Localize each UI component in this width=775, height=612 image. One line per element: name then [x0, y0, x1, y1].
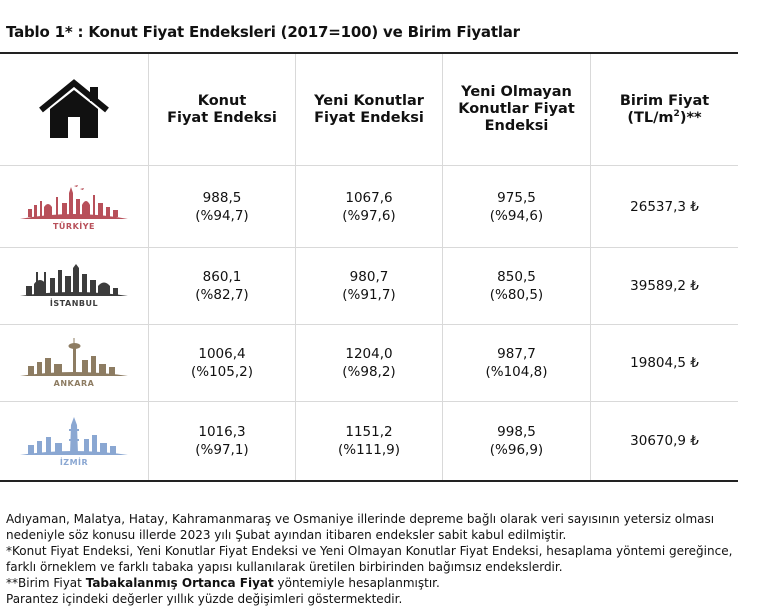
- header-konut-line1: Konut: [197, 92, 247, 109]
- birim-value: 30670,9 ₺: [630, 433, 699, 449]
- header-birim-unit: (TL/m: [627, 109, 674, 126]
- cell-yeni-istanbul: [296, 248, 442, 324]
- cell-birim-izmir: [591, 402, 738, 480]
- konut-value: 1006,4: [198, 346, 246, 362]
- yeni-olmayan-value: 975,5: [497, 189, 536, 206]
- footnote-earthquake: Adıyaman, Malatya, Hatay, Kahramanmaraş ve Osmaniye illerinde depreme bağlı olarak veri sayısının yetersiz olması nedeniyle söz konusu illerde 2023 yılı Şubat ayından itibaren endeksler sabit kabul edilmiştir.: [6, 512, 715, 542]
- cell-yeni-olmayan-istanbul: [443, 248, 590, 324]
- yeni-olmayan-value: 850,5: [497, 269, 536, 285]
- footnotes: [6, 511, 766, 607]
- konut-value: 860,1: [202, 269, 242, 285]
- city-logo-istanbul: [0, 248, 148, 324]
- yeni-change: (%97,6): [342, 207, 396, 224]
- cell-yeni-ankara: [296, 325, 442, 401]
- table-title: Tablo 1* : Konut Fiyat Endeksleri (2017=100) ve Birim Fiyatlar: [6, 23, 520, 41]
- cell-yeni-izmir: [296, 402, 442, 480]
- city-name-ankara: ANKARA: [53, 379, 95, 388]
- city-logo-turkiye: [0, 166, 148, 247]
- yeni-change: (%98,2): [342, 364, 396, 380]
- yeni-value: 1204,0: [345, 346, 393, 362]
- ankara-skyline-icon: [18, 338, 130, 378]
- footnote-unit-price-post: yöntemiyle hesaplanmıştır.: [273, 576, 440, 590]
- header-birim-line1: Birim Fiyat: [619, 92, 710, 109]
- cell-konut-ankara: [149, 325, 295, 401]
- cell-yeni-olmayan-ankara: [443, 325, 590, 401]
- city-logo-izmir: [0, 402, 148, 480]
- yeni-olmayan-change: (%104,8): [485, 364, 548, 380]
- cell-birim-ankara: [591, 325, 738, 401]
- cell-birim-istanbul: [591, 248, 738, 324]
- yeni-change: (%91,7): [342, 287, 396, 303]
- konut-change: (%94,7): [195, 207, 249, 224]
- yeni-olmayan-value: 987,7: [497, 346, 536, 362]
- header-konut-line2: Fiyat Endeksi: [167, 109, 277, 126]
- header-yeni-olmayan-line1: Yeni Olmayan: [461, 84, 572, 100]
- birim-value: 39589,2 ₺: [630, 278, 699, 294]
- header-yeni: [296, 54, 442, 165]
- house-icon: [37, 79, 111, 141]
- footnote-unit-price: [6, 575, 766, 591]
- birim-value: 26537,3 ₺: [630, 198, 699, 215]
- konut-change: (%97,1): [195, 442, 249, 458]
- konut-value: 1016,3: [198, 424, 246, 440]
- birim-value: 19804,5 ₺: [630, 355, 699, 371]
- cell-yeni-olmayan-turkiye: [443, 166, 590, 247]
- yeni-value: 1067,6: [345, 189, 393, 206]
- header-birim-line2: [627, 110, 701, 127]
- yeni-olmayan-value: 998,5: [497, 424, 536, 440]
- cell-konut-istanbul: [149, 248, 295, 324]
- footnote-index-method: *Konut Fiyat Endeksi, Yeni Konutlar Fiyat Endeksi ve Yeni Olmayan Konutlar Fiyat Endeksi, hesaplama yöntemi gereğince, farklı örneklem ve farklı tabaka yapısı kullanılarak üretilen birbirinden bağımsız endekslerdir.: [6, 544, 733, 574]
- konut-change: (%82,7): [195, 287, 249, 303]
- city-name-turkiye: TÜRKİYE: [52, 221, 96, 231]
- header-yeni-line2: Fiyat Endeksi: [314, 109, 424, 126]
- konut-value: 988,5: [202, 189, 242, 206]
- header-birim-fiyat: [591, 54, 738, 165]
- header-yeni-olmayan-line2: Konutlar Fiyat: [458, 101, 575, 117]
- yeni-value: 980,7: [349, 269, 389, 285]
- footnote-parentheses: Parantez içindeki değerler yıllık yüzde değişimleri göstermektedir.: [6, 592, 403, 606]
- table-bottom-rule: [0, 480, 738, 482]
- yeni-olmayan-change: (%80,5): [489, 287, 544, 303]
- cell-yeni-olmayan-izmir: [443, 402, 590, 480]
- cell-birim-turkiye: [591, 166, 738, 247]
- izmir-skyline-icon: [18, 415, 130, 457]
- city-name-istanbul: İSTANBUL: [49, 299, 99, 308]
- footnote-unit-price-pre: **Birim Fiyat: [6, 576, 86, 590]
- yeni-olmayan-change: (%94,6): [489, 207, 544, 224]
- yeni-value: 1151,2: [345, 424, 393, 440]
- city-logo-ankara: [0, 325, 148, 401]
- city-name-izmir: İZMİR: [59, 458, 89, 467]
- header-icon-cell: [0, 54, 148, 165]
- cell-yeni-turkiye: [296, 166, 442, 247]
- header-yeni-line1: Yeni Konutlar: [314, 92, 424, 109]
- header-yeni-olmayan: [443, 54, 590, 165]
- yeni-olmayan-change: (%96,9): [489, 442, 544, 458]
- header-yeni-olmayan-line3: Endeksi: [484, 118, 549, 134]
- footnote-unit-price-bold: Tabakalanmış Ortanca Fiyat: [85, 576, 274, 590]
- yeni-change: (%111,9): [337, 442, 400, 458]
- cell-konut-turkiye: [149, 166, 295, 247]
- turkiye-skyline-icon: [18, 183, 130, 221]
- konut-change: (%105,2): [190, 364, 253, 380]
- istanbul-skyline-icon: [18, 264, 130, 298]
- header-birim-sup: 2: [673, 108, 680, 119]
- header-konut: [149, 54, 295, 165]
- header-birim-stars: )**: [679, 109, 702, 126]
- cell-konut-izmir: [149, 402, 295, 480]
